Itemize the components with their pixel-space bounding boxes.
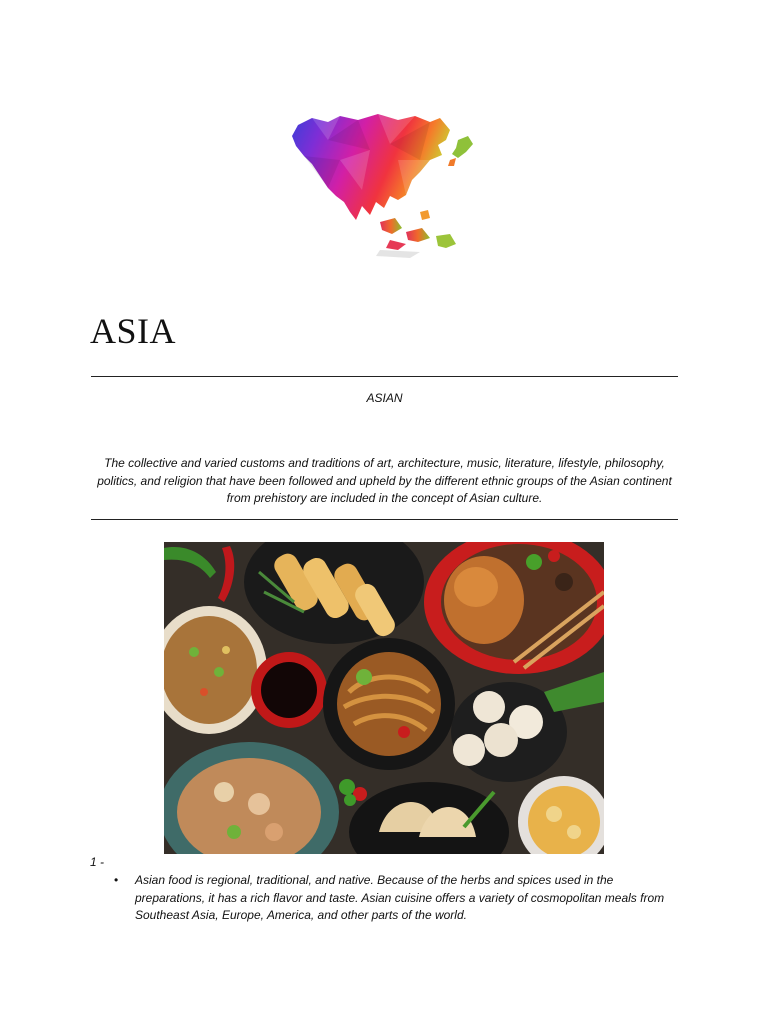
divider-bottom bbox=[91, 519, 678, 520]
asia-map-illustration bbox=[280, 100, 490, 275]
divider-top bbox=[91, 376, 678, 377]
islands-shape bbox=[380, 218, 402, 234]
japan-shape bbox=[452, 136, 473, 158]
bullet-list bbox=[90, 872, 680, 925]
description-paragraph: The collective and varied customs and traditions of art, architecture, music, literature, lifestyle, philosophy, politics, and religion that have been followed and upheld by the different ethnic groups of the Asian continent from prehistory are included in the concept of Asian culture. bbox=[97, 456, 672, 505]
bullet-text: Asian food is regional, traditional, and native. Because of the herbs and spices used in the preparations, it has a rich flavor and taste. Asian cuisine offers a variety of cosmopolitan meals from Southeast Asia, Europe, America, and other parts of the world. bbox=[135, 873, 665, 922]
bullet-icon: • bbox=[114, 873, 119, 887]
list-number: 1 - bbox=[90, 855, 105, 869]
asia-map-graphic bbox=[280, 100, 490, 275]
subtitle: ASIAN bbox=[366, 391, 403, 405]
asian-food-photo bbox=[164, 542, 604, 854]
page-title: ASIA bbox=[90, 311, 177, 351]
list-item bbox=[90, 872, 680, 925]
